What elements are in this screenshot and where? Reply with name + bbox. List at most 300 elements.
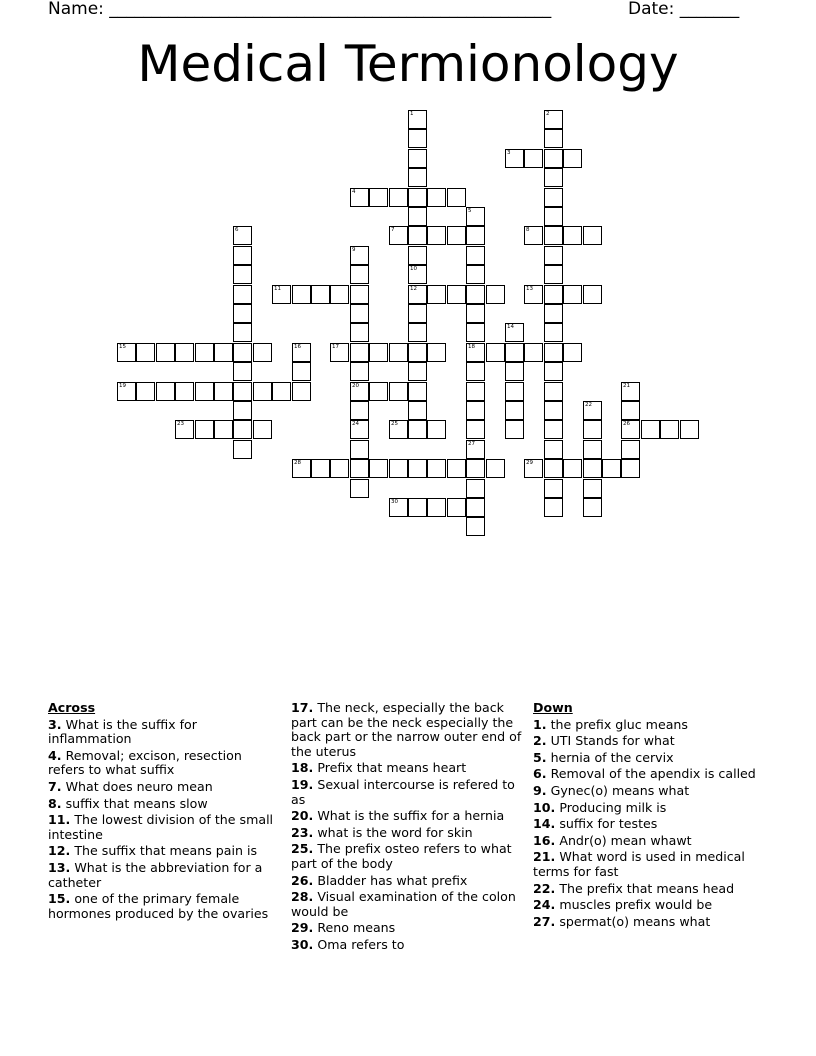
cell-number: 21 (623, 383, 630, 389)
cell-number: 2 (546, 111, 550, 117)
clue-text: hernia of the cervix (550, 749, 674, 765)
clue-number: 22. (533, 880, 556, 896)
grid-cell[interactable] (195, 343, 214, 362)
cell-number: 27 (468, 441, 475, 447)
clue-item (533, 898, 765, 913)
clue-number: 7. (48, 778, 62, 794)
grid-cell[interactable] (621, 420, 640, 439)
clue-text: The prefix that means head (559, 880, 735, 896)
clue-item (48, 797, 280, 812)
grid-cell[interactable] (680, 420, 699, 439)
grid-cell[interactable] (350, 420, 369, 439)
clue-column-1 (48, 701, 280, 923)
clue-number: 23. (291, 824, 314, 840)
clue-number: 6. (533, 766, 547, 782)
grid-cell[interactable] (544, 323, 563, 342)
grid-cell[interactable] (466, 498, 485, 517)
clue-item (533, 817, 765, 832)
grid-cell[interactable] (253, 343, 272, 362)
clue-item (291, 842, 523, 871)
clue-item (48, 861, 280, 890)
grid-cell[interactable] (350, 285, 369, 304)
grid-cell[interactable] (427, 343, 446, 362)
clue-number: 8. (48, 795, 62, 811)
grid-cell[interactable] (544, 343, 563, 362)
clue-item (291, 890, 523, 919)
clue-item (48, 844, 280, 859)
clue-number: 5. (533, 749, 547, 765)
grid-cell[interactable] (544, 304, 563, 323)
grid-cell[interactable] (447, 459, 466, 478)
grid-cell[interactable] (330, 285, 349, 304)
clue-text: Producing milk is (559, 799, 667, 815)
grid-cell[interactable] (408, 226, 427, 245)
grid-cell[interactable] (233, 265, 252, 284)
grid-cell[interactable] (233, 323, 252, 342)
grid-cell[interactable] (583, 285, 602, 304)
grid-cell[interactable] (408, 188, 427, 207)
clue-text: What word is used in medical terms for fast (533, 849, 745, 879)
grid-cell[interactable] (292, 459, 311, 478)
clue-text: one of the primary female hormones produced by the ovaries (48, 891, 269, 921)
grid-cell[interactable] (350, 343, 369, 362)
cell-number: 7 (391, 227, 395, 233)
clue-item (291, 938, 523, 953)
clue-text: The suffix that means pain is (74, 843, 258, 859)
grid-cell[interactable] (408, 129, 427, 148)
grid-cell[interactable] (292, 382, 311, 401)
grid-cell[interactable] (214, 420, 233, 439)
clue-number: 29. (291, 920, 314, 936)
grid-cell[interactable] (292, 285, 311, 304)
grid-cell[interactable] (233, 382, 252, 401)
grid-cell[interactable] (233, 362, 252, 381)
clue-number: 2. (533, 733, 547, 749)
grid-cell[interactable] (621, 401, 640, 420)
cell-number: 19 (119, 383, 126, 389)
grid-cell[interactable] (466, 285, 485, 304)
grid-cell[interactable] (466, 226, 485, 245)
clue-number: 14. (533, 816, 556, 832)
clue-number: 27. (533, 913, 556, 929)
grid-cell[interactable] (486, 459, 505, 478)
grid-cell[interactable] (466, 323, 485, 342)
grid-cell[interactable] (466, 246, 485, 265)
clue-number: 30. (291, 936, 314, 952)
grid-cell[interactable] (408, 149, 427, 168)
grid-cell[interactable] (272, 382, 291, 401)
cell-number: 1 (410, 111, 414, 117)
grid-cell[interactable] (350, 440, 369, 459)
clue-item (533, 767, 765, 782)
grid-cell[interactable] (369, 188, 388, 207)
cell-number: 26 (623, 421, 630, 427)
grid-cell[interactable] (524, 285, 543, 304)
cell-number: 4 (352, 189, 356, 195)
grid-cell[interactable] (136, 343, 155, 362)
clue-text: What does neuro mean (65, 778, 213, 794)
across-heading: Across (48, 700, 96, 715)
grid-cell[interactable] (427, 226, 446, 245)
clue-text: The neck, especially the back part can be the neck especially the back part or the narrow outer end of the uterus (291, 700, 522, 759)
grid-cell[interactable] (175, 420, 194, 439)
grid-cell[interactable] (641, 420, 660, 439)
grid-cell[interactable] (524, 343, 543, 362)
cell-number: 15 (119, 344, 126, 350)
clue-column-3 (533, 701, 765, 931)
clue-item (48, 749, 280, 778)
grid-cell[interactable] (466, 362, 485, 381)
clue-column-2 (291, 701, 523, 955)
grid-cell[interactable] (233, 285, 252, 304)
grid-cell[interactable] (330, 459, 349, 478)
clue-number: 25. (291, 841, 314, 857)
cell-number: 18 (468, 344, 475, 350)
grid-cell[interactable] (660, 420, 679, 439)
grid-cell[interactable] (350, 382, 369, 401)
name-field[interactable]: Name: ____________________________________________________ (48, 0, 552, 19)
clue-item (291, 921, 523, 936)
grid-cell[interactable] (447, 285, 466, 304)
grid-cell[interactable] (447, 188, 466, 207)
grid-cell[interactable] (466, 440, 485, 459)
clue-number: 1. (533, 716, 547, 732)
grid-cell[interactable] (563, 459, 582, 478)
cell-number: 5 (468, 208, 472, 214)
clue-number: 12. (48, 843, 71, 859)
grid-cell[interactable] (408, 110, 427, 129)
clue-text: What is the suffix for inflammation (48, 716, 197, 747)
clue-number: 10. (533, 799, 556, 815)
cell-number: 6 (235, 227, 239, 233)
clue-text: Andr(o) mean whawt (559, 832, 692, 848)
clue-number: 21. (533, 849, 556, 865)
cell-number: 8 (526, 227, 530, 233)
grid-cell[interactable] (117, 343, 136, 362)
clue-number: 9. (533, 782, 547, 798)
grid-cell[interactable] (621, 459, 640, 478)
clue-text: UTI Stands for what (550, 733, 675, 749)
grid-cell[interactable] (427, 188, 446, 207)
clue-number: 24. (533, 897, 556, 913)
grid-cell[interactable] (233, 343, 252, 362)
grid-cell[interactable] (195, 382, 214, 401)
clue-item (291, 874, 523, 889)
grid-cell[interactable] (544, 110, 563, 129)
grid-cell[interactable] (350, 401, 369, 420)
clue-number: 11. (48, 812, 71, 828)
down-heading: Down (533, 700, 573, 715)
cell-number: 13 (526, 286, 533, 292)
cell-number: 24 (352, 421, 359, 427)
grid-cell[interactable] (408, 304, 427, 323)
cell-number: 28 (294, 460, 301, 466)
grid-cell[interactable] (466, 459, 485, 478)
grid-cell[interactable] (544, 479, 563, 498)
cell-number: 14 (507, 324, 514, 330)
clue-number: 20. (291, 808, 314, 824)
grid-cell[interactable] (466, 401, 485, 420)
clue-text: Gynec(o) means what (550, 782, 690, 798)
clue-text: Reno means (317, 920, 396, 936)
clue-text: Removal of the apendix is called (550, 766, 756, 782)
grid-cell[interactable] (408, 420, 427, 439)
grid-cell[interactable] (427, 285, 446, 304)
grid-cell[interactable] (233, 420, 252, 439)
cell-number: 30 (391, 499, 398, 505)
grid-cell[interactable] (466, 382, 485, 401)
grid-cell[interactable] (233, 246, 252, 265)
grid-cell[interactable] (350, 246, 369, 265)
grid-cell[interactable] (563, 226, 582, 245)
clue-item (533, 915, 765, 930)
grid-cell[interactable] (583, 440, 602, 459)
grid-cell[interactable] (544, 168, 563, 187)
clue-item (291, 809, 523, 824)
clue-number: 17. (291, 700, 314, 715)
grid-cell[interactable] (389, 226, 408, 245)
clue-text: suffix for testes (559, 816, 658, 832)
grid-cell[interactable] (486, 285, 505, 304)
grid-cell[interactable] (369, 343, 388, 362)
clue-text: The lowest division of the small intestine (48, 812, 274, 842)
grid-cell[interactable] (350, 188, 369, 207)
grid-cell[interactable] (214, 343, 233, 362)
grid-cell[interactable] (583, 401, 602, 420)
clue-text: Sexual intercourse is refered to as (291, 776, 515, 807)
grid-cell[interactable] (447, 226, 466, 245)
grid-cell[interactable] (408, 323, 427, 342)
date-field[interactable]: Date: _______ (628, 0, 740, 19)
grid-cell[interactable] (272, 285, 291, 304)
grid-cell[interactable] (253, 420, 272, 439)
grid-cell[interactable] (427, 420, 446, 439)
grid-cell[interactable] (524, 226, 543, 245)
clue-item (48, 813, 280, 842)
grid-cell[interactable] (544, 440, 563, 459)
grid-cell[interactable] (544, 188, 563, 207)
clue-item (533, 834, 765, 849)
grid-cell[interactable] (408, 265, 427, 284)
cell-number: 10 (410, 266, 417, 272)
clue-number: 4. (48, 747, 62, 763)
clue-item (533, 734, 765, 749)
clue-text: Bladder has what prefix (317, 872, 468, 888)
clue-item (48, 780, 280, 795)
grid-cell[interactable] (389, 459, 408, 478)
clue-text: spermat(o) means what (559, 913, 711, 929)
grid-cell[interactable] (292, 362, 311, 381)
grid-cell[interactable] (427, 459, 446, 478)
grid-cell[interactable] (175, 382, 194, 401)
puzzle-title: Medical Termionology (137, 35, 679, 93)
grid-cell[interactable] (505, 362, 524, 381)
cell-number: 23 (177, 421, 184, 427)
clue-item (291, 826, 523, 841)
clue-item (48, 718, 280, 747)
grid-cell[interactable] (563, 149, 582, 168)
grid-cell[interactable] (311, 285, 330, 304)
clue-item (533, 850, 765, 879)
grid-cell[interactable] (563, 285, 582, 304)
grid-cell[interactable] (408, 285, 427, 304)
clue-text: Visual examination of the colon would be (291, 889, 516, 919)
clue-item (533, 882, 765, 897)
grid-cell[interactable] (602, 459, 621, 478)
grid-cell[interactable] (350, 479, 369, 498)
grid-cell[interactable] (486, 343, 505, 362)
grid-cell[interactable] (311, 459, 330, 478)
grid-cell[interactable] (408, 459, 427, 478)
grid-cell[interactable] (447, 498, 466, 517)
grid-cell[interactable] (330, 343, 349, 362)
grid-cell[interactable] (544, 149, 563, 168)
grid-cell[interactable] (505, 382, 524, 401)
grid-cell[interactable] (466, 207, 485, 226)
cell-number: 22 (585, 402, 592, 408)
grid-cell[interactable] (408, 362, 427, 381)
grid-cell[interactable] (544, 285, 563, 304)
grid-cell[interactable] (466, 265, 485, 284)
grid-cell[interactable] (583, 479, 602, 498)
cell-number: 25 (391, 421, 398, 427)
grid-cell[interactable] (233, 304, 252, 323)
grid-cell[interactable] (466, 343, 485, 362)
clue-number: 16. (533, 832, 556, 848)
clue-text: suffix that means slow (65, 795, 208, 811)
cell-number: 12 (410, 286, 417, 292)
grid-cell[interactable] (466, 420, 485, 439)
grid-cell[interactable] (408, 382, 427, 401)
grid-cell[interactable] (544, 420, 563, 439)
grid-cell[interactable] (544, 246, 563, 265)
clue-text: muscles prefix would be (559, 897, 713, 913)
clue-item (533, 718, 765, 733)
grid-cell[interactable] (466, 479, 485, 498)
clue-text: The prefix osteo refers to what part of the body (291, 841, 512, 871)
grid-cell[interactable] (117, 382, 136, 401)
clue-item (533, 801, 765, 816)
clue-number: 19. (291, 776, 314, 792)
grid-cell[interactable] (505, 149, 524, 168)
clue-text: What is the abbreviation for a catheter (48, 859, 263, 890)
grid-cell[interactable] (524, 459, 543, 478)
grid-cell[interactable] (369, 459, 388, 478)
clue-number: 28. (291, 889, 314, 905)
clue-text: the prefix gluc means (550, 716, 688, 732)
grid-cell[interactable] (583, 498, 602, 517)
clue-number: 15. (48, 891, 71, 907)
grid-cell[interactable] (389, 343, 408, 362)
grid-cell[interactable] (466, 304, 485, 323)
grid-cell[interactable] (583, 459, 602, 478)
grid-cell[interactable] (583, 226, 602, 245)
grid-cell[interactable] (524, 149, 543, 168)
grid-cell[interactable] (408, 246, 427, 265)
clue-text: what is the word for skin (317, 824, 473, 840)
grid-cell[interactable] (389, 420, 408, 439)
grid-cell[interactable] (505, 401, 524, 420)
grid-cell[interactable] (563, 343, 582, 362)
clue-item (48, 892, 280, 921)
grid-cell[interactable] (350, 323, 369, 342)
grid-cell[interactable] (427, 498, 446, 517)
grid-cell[interactable] (583, 420, 602, 439)
cell-number: 11 (274, 286, 281, 292)
clue-text: What is the suffix for a hernia (317, 808, 505, 824)
cell-number: 16 (294, 344, 301, 350)
grid-cell[interactable] (544, 265, 563, 284)
grid-cell[interactable] (544, 207, 563, 226)
grid-cell[interactable] (466, 517, 485, 536)
grid-cell[interactable] (505, 323, 524, 342)
clue-item (291, 778, 523, 807)
grid-cell[interactable] (544, 382, 563, 401)
clue-text: Prefix that means heart (317, 760, 467, 776)
cell-number: 17 (332, 344, 339, 350)
grid-cell[interactable] (156, 343, 175, 362)
grid-cell[interactable] (544, 498, 563, 517)
clue-text: Oma refers to (317, 936, 405, 952)
clue-item (291, 701, 523, 759)
cell-number: 3 (507, 150, 511, 156)
grid-cell[interactable] (195, 420, 214, 439)
grid-cell[interactable] (544, 362, 563, 381)
cell-number: 29 (526, 460, 533, 466)
grid-cell[interactable] (389, 498, 408, 517)
grid-cell[interactable] (408, 343, 427, 362)
grid-cell[interactable] (350, 362, 369, 381)
grid-cell[interactable] (621, 440, 640, 459)
grid-cell[interactable] (544, 401, 563, 420)
clue-number: 18. (291, 760, 314, 776)
grid-cell[interactable] (389, 382, 408, 401)
grid-cell[interactable] (136, 382, 155, 401)
grid-cell[interactable] (408, 498, 427, 517)
grid-cell[interactable] (350, 459, 369, 478)
grid-cell[interactable] (505, 420, 524, 439)
clue-item (291, 761, 523, 776)
grid-cell[interactable] (175, 343, 194, 362)
grid-cell[interactable] (544, 226, 563, 245)
clue-item (533, 751, 765, 766)
grid-cell[interactable] (350, 265, 369, 284)
grid-cell[interactable] (389, 188, 408, 207)
grid-cell[interactable] (233, 440, 252, 459)
grid-cell[interactable] (233, 401, 252, 420)
clue-text: Removal; excison, resection refers to what suffix (48, 747, 242, 778)
grid-cell[interactable] (408, 207, 427, 226)
cell-number: 9 (352, 247, 356, 253)
clue-number: 13. (48, 859, 71, 875)
grid-cell[interactable] (544, 129, 563, 148)
grid-cell[interactable] (350, 304, 369, 323)
grid-cell[interactable] (544, 459, 563, 478)
clue-number: 3. (48, 716, 62, 732)
grid-cell[interactable] (214, 382, 233, 401)
cell-number: 20 (352, 383, 359, 389)
grid-cell[interactable] (233, 226, 252, 245)
grid-cell[interactable] (505, 343, 524, 362)
grid-cell[interactable] (369, 382, 388, 401)
grid-cell[interactable] (408, 401, 427, 420)
grid-cell[interactable] (408, 168, 427, 187)
grid-cell[interactable] (292, 343, 311, 362)
grid-cell[interactable] (156, 382, 175, 401)
grid-cell[interactable] (621, 382, 640, 401)
clue-item (533, 784, 765, 799)
grid-cell[interactable] (253, 382, 272, 401)
